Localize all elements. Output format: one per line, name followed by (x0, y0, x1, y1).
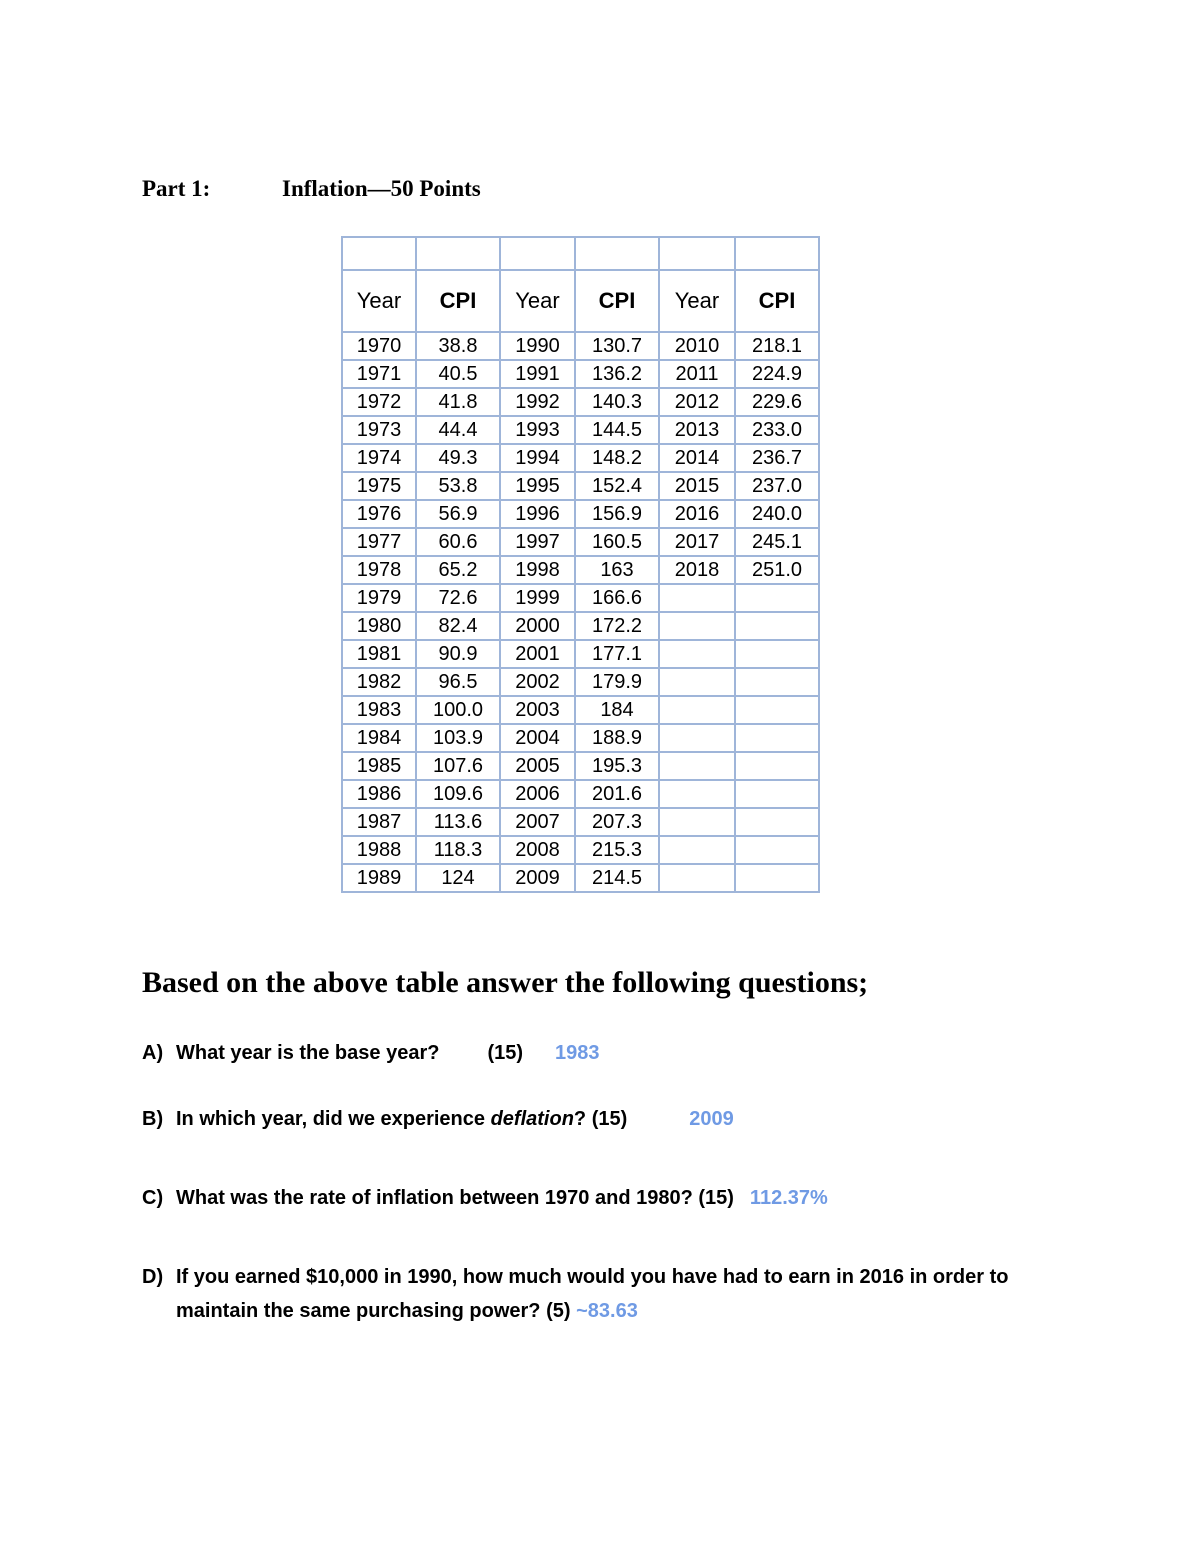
question-emphasis: deflation (490, 1108, 574, 1130)
table-row (342, 836, 819, 864)
cpi-cell: 177.1 (575, 640, 659, 668)
year-cell: 2011 (659, 360, 735, 388)
year-cell: 1976 (342, 500, 416, 528)
year-cell: 2012 (659, 388, 735, 416)
question-text-continued: maintain the same purchasing power? (5) (176, 1300, 571, 1322)
cpi-cell (735, 696, 819, 724)
year-cell (659, 864, 735, 892)
year-cell (659, 836, 735, 864)
cpi-cell: 166.6 (575, 584, 659, 612)
year-cell: 2000 (500, 612, 575, 640)
table-row (342, 864, 819, 892)
cpi-cell: 237.0 (735, 472, 819, 500)
cpi-cell: 118.3 (416, 836, 500, 864)
table-row (342, 696, 819, 724)
cpi-cell (735, 808, 819, 836)
question-a (142, 1036, 600, 1070)
cpi-cell (735, 780, 819, 808)
question-text: What year is the base year? (176, 1042, 440, 1064)
column-header-cpi: CPI (575, 270, 659, 332)
cpi-cell: 38.8 (416, 332, 500, 360)
year-cell: 1981 (342, 640, 416, 668)
cpi-cell: 172.2 (575, 612, 659, 640)
cpi-cell: 236.7 (735, 444, 819, 472)
year-cell: 2009 (500, 864, 575, 892)
cpi-cell: 49.3 (416, 444, 500, 472)
year-cell: 1991 (500, 360, 575, 388)
cpi-cell: 144.5 (575, 416, 659, 444)
table-row (342, 780, 819, 808)
year-cell: 2018 (659, 556, 735, 584)
question-letter: B) (142, 1108, 164, 1130)
year-cell: 2017 (659, 528, 735, 556)
cpi-cell: 251.0 (735, 556, 819, 584)
year-cell: 2002 (500, 668, 575, 696)
year-cell: 1979 (342, 584, 416, 612)
cpi-cell: 96.5 (416, 668, 500, 696)
year-cell: 1972 (342, 388, 416, 416)
year-cell: 1997 (500, 528, 575, 556)
cpi-cell: 130.7 (575, 332, 659, 360)
table-row (342, 612, 819, 640)
year-cell: 1982 (342, 668, 416, 696)
table-row (342, 444, 819, 472)
question-d (142, 1260, 1008, 1328)
part-label: Part 1: (142, 176, 211, 201)
answer-text: 112.37% (749, 1187, 828, 1209)
question-letter: A) (142, 1042, 164, 1064)
year-cell: 1993 (500, 416, 575, 444)
year-cell (659, 668, 735, 696)
answer-text: ~83.63 (576, 1300, 638, 1322)
blank-row (342, 237, 819, 270)
cpi-cell: 184 (575, 696, 659, 724)
column-header-cpi: CPI (735, 270, 819, 332)
column-header-year: Year (500, 270, 575, 332)
year-cell (659, 584, 735, 612)
year-cell: 1983 (342, 696, 416, 724)
table-cell (416, 237, 500, 270)
cpi-cell: 44.4 (416, 416, 500, 444)
year-cell: 1974 (342, 444, 416, 472)
cpi-cell: 160.5 (575, 528, 659, 556)
cpi-cell: 148.2 (575, 444, 659, 472)
table-row (342, 640, 819, 668)
cpi-cell (735, 752, 819, 780)
cpi-table (341, 236, 820, 893)
year-cell: 1986 (342, 780, 416, 808)
year-cell: 2006 (500, 780, 575, 808)
answer-text: 2009 (689, 1108, 734, 1130)
table-row (342, 332, 819, 360)
year-cell: 1995 (500, 472, 575, 500)
year-cell (659, 808, 735, 836)
table-cell (575, 237, 659, 270)
cpi-cell (735, 640, 819, 668)
cpi-cell (735, 668, 819, 696)
year-cell: 1998 (500, 556, 575, 584)
year-cell: 1994 (500, 444, 575, 472)
year-cell: 2010 (659, 332, 735, 360)
cpi-cell (735, 724, 819, 752)
cpi-cell (735, 836, 819, 864)
question-text-end: ? (15) (573, 1108, 628, 1130)
cpi-cell: 207.3 (575, 808, 659, 836)
year-cell: 2014 (659, 444, 735, 472)
year-cell: 1989 (342, 864, 416, 892)
cpi-cell (735, 584, 819, 612)
table-cell (659, 237, 735, 270)
cpi-cell: 103.9 (416, 724, 500, 752)
cpi-cell: 107.6 (416, 752, 500, 780)
cpi-cell: 40.5 (416, 360, 500, 388)
year-cell: 1971 (342, 360, 416, 388)
header-row (342, 270, 819, 332)
table-row (342, 388, 819, 416)
instructions-heading: Based on the above table answer the following questions; (142, 966, 869, 999)
year-cell: 1988 (342, 836, 416, 864)
year-cell: 1999 (500, 584, 575, 612)
cpi-cell: 82.4 (416, 612, 500, 640)
cpi-cell (735, 864, 819, 892)
cpi-cell: 65.2 (416, 556, 500, 584)
table-row (342, 360, 819, 388)
table-row (342, 416, 819, 444)
year-cell: 2005 (500, 752, 575, 780)
question-text: If you earned $10,000 in 1990, how much would you have had to earn in 2016 in order to (176, 1266, 1009, 1288)
year-cell: 1973 (342, 416, 416, 444)
question-b (142, 1102, 734, 1136)
cpi-cell: 201.6 (575, 780, 659, 808)
year-cell: 2015 (659, 472, 735, 500)
year-cell (659, 724, 735, 752)
cpi-cell: 100.0 (416, 696, 500, 724)
year-cell: 1987 (342, 808, 416, 836)
cpi-cell: 60.6 (416, 528, 500, 556)
table-row (342, 584, 819, 612)
cpi-cell: 233.0 (735, 416, 819, 444)
section-title: Inflation—50 Points (282, 176, 481, 201)
cpi-cell: 195.3 (575, 752, 659, 780)
table-cell (500, 237, 575, 270)
table-row (342, 556, 819, 584)
cpi-cell: 152.4 (575, 472, 659, 500)
cpi-cell: 56.9 (416, 500, 500, 528)
page-heading (142, 176, 481, 202)
table-row (342, 752, 819, 780)
table-row (342, 668, 819, 696)
cpi-cell: 156.9 (575, 500, 659, 528)
table-cell (735, 237, 819, 270)
year-cell: 2004 (500, 724, 575, 752)
cpi-cell: 214.5 (575, 864, 659, 892)
table-cell (342, 237, 416, 270)
cpi-cell: 179.9 (575, 668, 659, 696)
cpi-cell: 188.9 (575, 724, 659, 752)
year-cell: 1990 (500, 332, 575, 360)
year-cell (659, 696, 735, 724)
column-header-cpi: CPI (416, 270, 500, 332)
cpi-cell: 136.2 (575, 360, 659, 388)
year-cell: 1992 (500, 388, 575, 416)
year-cell: 2003 (500, 696, 575, 724)
cpi-cell: 72.6 (416, 584, 500, 612)
table-row (342, 528, 819, 556)
year-cell: 2013 (659, 416, 735, 444)
year-cell: 1984 (342, 724, 416, 752)
column-header-year: Year (342, 270, 416, 332)
cpi-cell: 41.8 (416, 388, 500, 416)
year-cell (659, 752, 735, 780)
question-text: In which year, did we experience (176, 1108, 491, 1130)
column-header-year: Year (659, 270, 735, 332)
cpi-cell: 224.9 (735, 360, 819, 388)
year-cell: 1985 (342, 752, 416, 780)
question-c (142, 1181, 828, 1215)
table-row (342, 472, 819, 500)
year-cell: 2007 (500, 808, 575, 836)
cpi-cell: 163 (575, 556, 659, 584)
year-cell: 2008 (500, 836, 575, 864)
year-cell: 1978 (342, 556, 416, 584)
cpi-cell: 218.1 (735, 332, 819, 360)
answer-text: 1983 (555, 1042, 600, 1064)
question-letter: D) (142, 1266, 164, 1288)
table-row (342, 500, 819, 528)
year-cell: 1977 (342, 528, 416, 556)
table-row (342, 724, 819, 752)
cpi-cell: 240.0 (735, 500, 819, 528)
question-letter: C) (142, 1187, 164, 1209)
year-cell (659, 612, 735, 640)
year-cell: 2016 (659, 500, 735, 528)
cpi-cell: 124 (416, 864, 500, 892)
cpi-cell (735, 612, 819, 640)
table-row (342, 808, 819, 836)
cpi-cell: 229.6 (735, 388, 819, 416)
cpi-cell: 140.3 (575, 388, 659, 416)
cpi-cell: 90.9 (416, 640, 500, 668)
cpi-cell: 245.1 (735, 528, 819, 556)
cpi-cell: 53.8 (416, 472, 500, 500)
year-cell: 1970 (342, 332, 416, 360)
question-text: What was the rate of inflation between 1970 and 1980? (15) (176, 1187, 734, 1209)
year-cell (659, 780, 735, 808)
cpi-cell: 215.3 (575, 836, 659, 864)
cpi-cell: 109.6 (416, 780, 500, 808)
year-cell: 1996 (500, 500, 575, 528)
year-cell: 1980 (342, 612, 416, 640)
question-points: (15) (487, 1042, 524, 1064)
year-cell: 1975 (342, 472, 416, 500)
year-cell (659, 640, 735, 668)
year-cell: 2001 (500, 640, 575, 668)
cpi-cell: 113.6 (416, 808, 500, 836)
